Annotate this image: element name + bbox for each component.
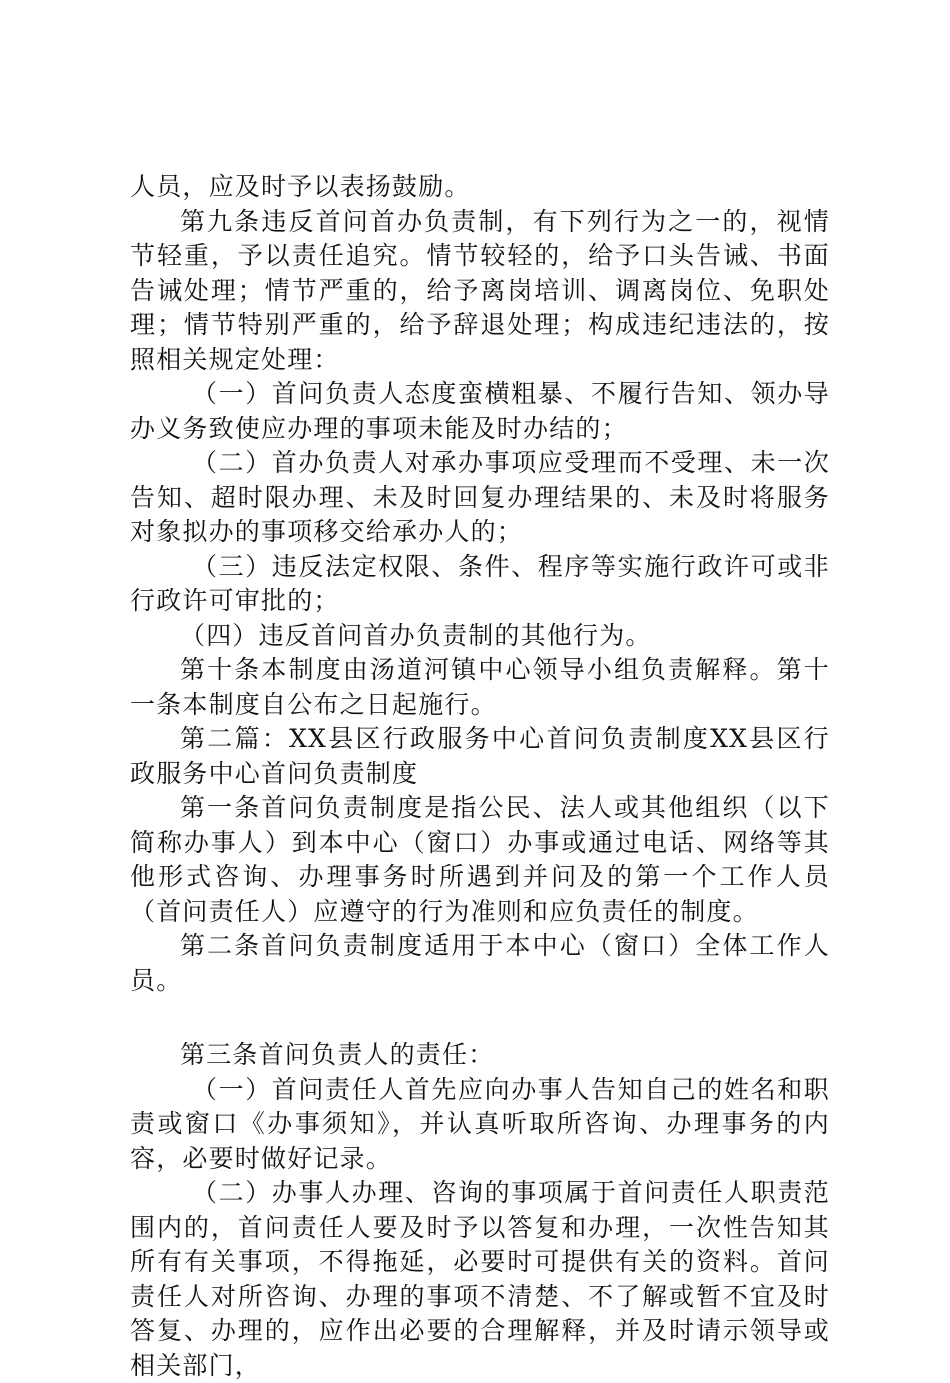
paragraph-item-1: （一）首问负责人态度蛮横粗暴、不履行告知、领办导办义务致使应办理的事项未能及时办结的； bbox=[130, 379, 830, 443]
paragraph-item-3: （三）违反法定权限、条件、程序等实施行政许可或非行政许可审批的； bbox=[130, 551, 830, 615]
paragraph-item-2: （二）首办负责人对承办事项应受理而不受理、未一次告知、超时限办理、未及时回复办理结果的、未及时将服务对象拟办的事项移交给承办人的； bbox=[130, 448, 830, 546]
paragraph-article-9: 第九条违反首问首办负责制，有下列行为之一的，视情节轻重，予以责任追究。情节较轻的，给予口头告诫、书面告诫处理；情节严重的，给予离岗培训、调离岗位、免职处理；情节特别严重的，给予辞退处理；构成违纪违法的，按照相关规定处理： bbox=[130, 206, 830, 374]
paragraph-article-2: 第二条首问负责制度适用于本中心（窗口）全体工作人员。 bbox=[130, 931, 830, 995]
paragraph-spacer bbox=[130, 998, 830, 1038]
paragraph-part-2-title: 第二篇：XX县区行政服务中心首问负责制度XX县区行政服务中心首问负责制度 bbox=[130, 724, 830, 788]
paragraph-article-1: 第一条首问负责制度是指公民、法人或其他组织（以下简称办事人）到本中心（窗口）办事或通过电话、网络等其他形式咨询、办理事务时所遇到并问及的第一个工作人员（首问责任人）应遵守的行为准则和应负责任的制度。 bbox=[130, 793, 830, 926]
paragraph-item-4: （四）违反首问首办负责制的其他行为。 bbox=[180, 620, 652, 650]
paragraph-article-3: 第三条首问负责人的责任： bbox=[180, 1040, 495, 1069]
document-body bbox=[130, 170, 830, 1383]
paragraph-article-3-item-1: （一）首问责任人首先应向办事人告知自己的姓名和职责或窗口《办事须知》，并认真听取所咨询、办理事务的内容，必要时做好记录。 bbox=[130, 1074, 830, 1173]
paragraph-article-3-item-2: （二）办事人办理、咨询的事项属于首问责任人职责范围内的，首问责任人要及时予以答复和办理，一次性告知其所有有关事项，不得拖延，必要时可提供有关的资料。首问责任人对所咨询、办理的事项不清楚、不了解或暂不宜及时答复、办理的，应作出必要的合理解释，并及时请示领导或相关部门， bbox=[130, 1178, 830, 1380]
paragraph-continuation: 人员，应及时予以表扬鼓励。 bbox=[130, 172, 471, 201]
paragraph-article-10: 第十条本制度由汤道河镇中心领导小组负责解释。第十一条本制度自公布之日起施行。 bbox=[130, 655, 830, 719]
